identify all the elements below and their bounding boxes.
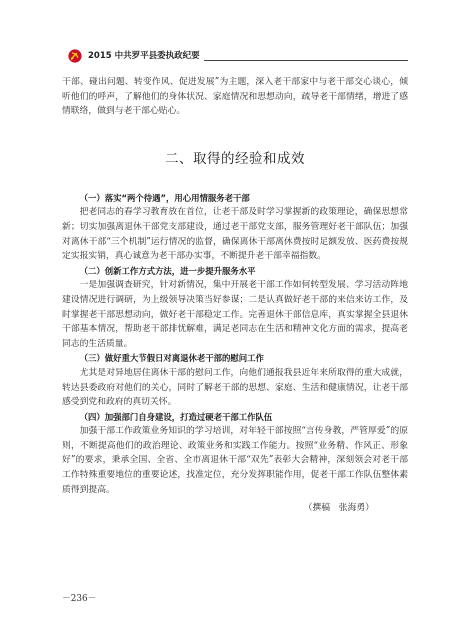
header-rule: [204, 60, 408, 61]
subsection-heading-2: （二）创新工作方式方法，进一步提升服务水平: [79, 265, 256, 276]
intro-paragraph: 干部、碰出问题、转变作风、促进发展”为主题，深入老干部家中与老干部交心谈心，倾听他们的呼声，了解他们的身体状况、家庭情况和思想动向，疏导老干部情绪，增进了感情联络，做到与老干部心贴心。: [62, 77, 408, 117]
article-body: [62, 75, 408, 515]
page-number: －236－: [62, 594, 97, 604]
author-credit: （撰稿 张海勇）: [303, 503, 374, 514]
subsection-body-2: 一是加强调查研究，针对新情况，集中开展老干部工作如何转型发展、学习活动阵地建设情况进行调研，为上级领导决策当好参谋；二是认真做好老干部的来信来访工作，及时掌握老干部思想动向，做好老干部稳定工作。完善退休干部信息库，真实掌握全县退休干部基本情况，帮助老干部排忧解难，满足老同志在生活和精神文化方面的需求，提高老同志的生活质量。: [62, 280, 408, 349]
running-header: [68, 49, 408, 63]
subsection-heading-1: （一）落实“两个待遇”，用心用情服务老干部: [79, 192, 250, 203]
subsection-heading-4: （四）加强部门自身建设，打造过硬老干部工作队伍: [79, 411, 273, 422]
subsection-body-4: 加强干部工作政策业务知识的学习培训，对年轻干部按照“言传身教，严管厚爱”的原则，不断提高他们的政治理论、政策业务和实践工作能力。按照“业务精、作风正、形象好”的要求，秉承全国、全省、全市离退休干部“双先”表彰大会精神，深刻领会对老干部工作特殊重要地位的重要论述，找准定位，充分发挥职能作用，促老干部工作队伍整体素质得到提高。: [62, 426, 408, 495]
party-emblem-icon: [68, 49, 82, 63]
subsection-heading-3: （三）做好重大节假日对离退休老干部的慰问工作: [79, 353, 264, 364]
subsection-body-3: 尤其是对异地居住离休干部的慰问工作，向他们通报我县近年来所取得的重大成就，转达县委政府对他们的关心，同时了解老干部的思想、家庭、生活和健康情况，让老干部感受到党和政府的真切关怀。: [62, 367, 408, 408]
section-heading: 二、取得的经验和成效: [165, 150, 305, 167]
subsection-body-1: 把老同志的春学习教育放在首位，让老干部及时学习掌握新的政策理论，确保思想常新；切实加强离退休干部党支部建设，通过老干部党支部，服务管理好老干部队伍；加强对离休干部“三个机制”运行情况的监督，确保离休干部离休费按时足额发放、医药费按规定实报实销，真心诚意为老干部办实事，不断提升老干部幸福指数。: [62, 207, 408, 262]
header-title: 2015 中共罗平县委执政纪要: [88, 51, 200, 61]
